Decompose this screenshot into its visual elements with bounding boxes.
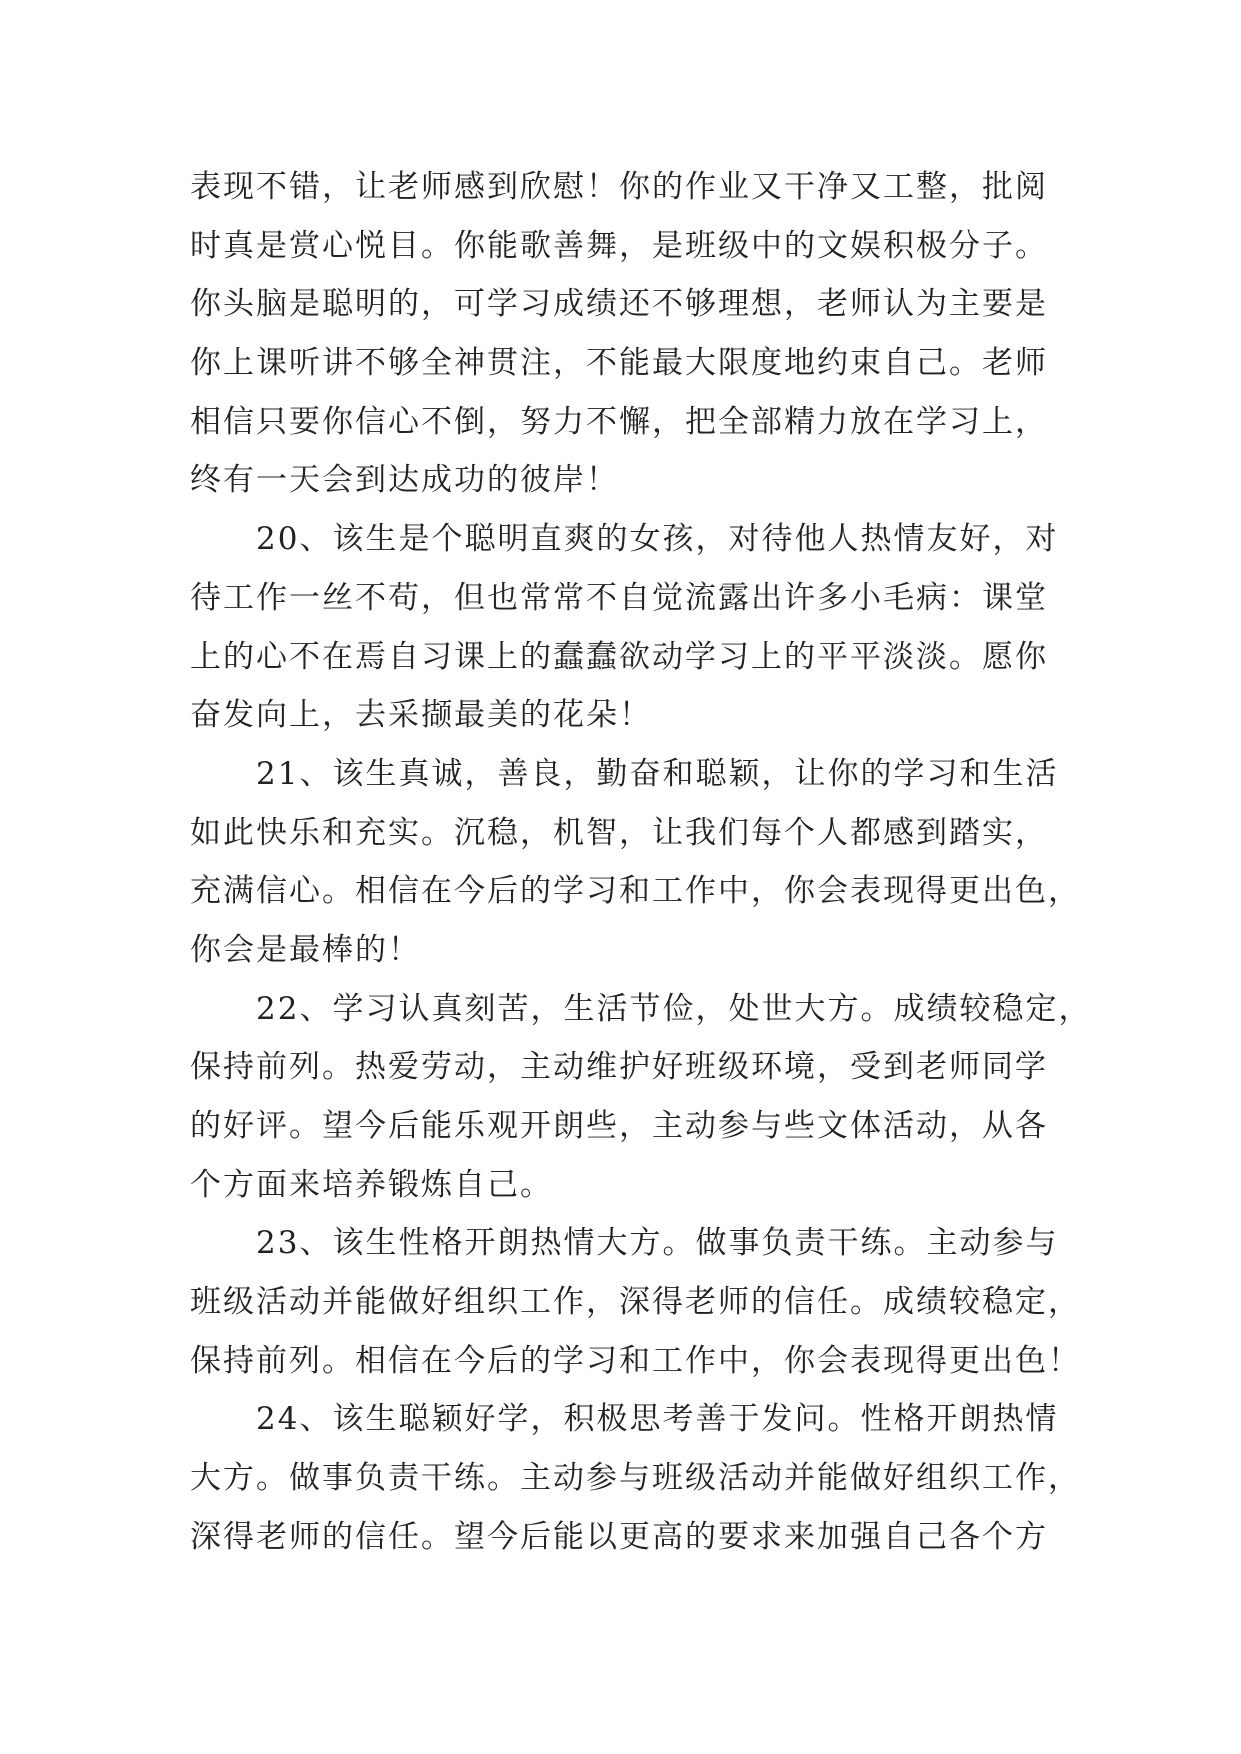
text-line: 时真是赏心悦目。你能歌善舞，是班级中的文娱积极分子。 <box>190 227 1048 264</box>
text-line: 保持前列。相信在今后的学习和工作中，你会表现得更出色！ <box>190 1342 1081 1379</box>
text-line: 24、该生聪颖好学，积极思考善于发问。性格开朗热情 <box>190 1401 1059 1438</box>
text-line: 保持前列。热爱劳动，主动维护好班级环境，受到老师同学 <box>190 1049 1048 1086</box>
text-line: 你上课听讲不够全神贯注，不能最大限度地约束自己。老师 <box>190 345 1048 382</box>
text-line: 相信只要你信心不倒，努力不懈，把全部精力放在学习上， <box>190 403 1048 440</box>
text-line: 你会是最棒的！ <box>190 931 421 968</box>
text-line: 20、该生是个聪明直爽的女孩，对待他人热情友好，对 <box>190 521 1059 558</box>
text-line: 大方。做事负责干练。主动参与班级活动并能做好组织工作， <box>190 1460 1081 1497</box>
text-line: 23、该生性格开朗热情大方。做事负责干练。主动参与 <box>190 1225 1059 1262</box>
text-line: 奋发向上，去采撷最美的花朵！ <box>190 697 652 734</box>
text-line: 个方面来培养锻炼自己。 <box>190 1166 553 1203</box>
text-line: 充满信心。相信在今后的学习和工作中，你会表现得更出色， <box>190 873 1081 910</box>
text-line: 的好评。望今后能乐观开朗些，主动参与些文体活动，从各 <box>190 1108 1048 1144</box>
text-line: 待工作一丝不苟，但也常常不自觉流露出许多小毛病：课堂 <box>190 579 1048 616</box>
text-line: 21、该生真诚，善良，勤奋和聪颖，让你的学习和生活 <box>190 755 1059 792</box>
text-line: 终有一天会到达成功的彼岸！ <box>190 462 619 499</box>
text-line: 表现不错，让老师感到欣慰！你的作业又干净又工整，批阅 <box>190 169 1048 205</box>
text-line: 如此快乐和充实。沉稳，机智，让我们每个人都感到踏实， <box>190 814 1048 851</box>
text-line: 上的心不在焉自习课上的蠢蠢欲动学习上的平平淡淡。愿你 <box>190 638 1048 675</box>
text-line: 你头脑是聪明的，可学习成绩还不够理想，老师认为主要是 <box>190 286 1048 323</box>
text-line: 22、学习认真刻苦，生活节俭，处世大方。成绩较稳定， <box>190 990 1092 1027</box>
text-line: 班级活动并能做好组织工作，深得老师的信任。成绩较稳定， <box>190 1284 1081 1321</box>
body-text <box>190 158 1092 1567</box>
text-line: 深得老师的信任。望今后能以更高的要求来加强自己各个方 <box>190 1518 1048 1555</box>
